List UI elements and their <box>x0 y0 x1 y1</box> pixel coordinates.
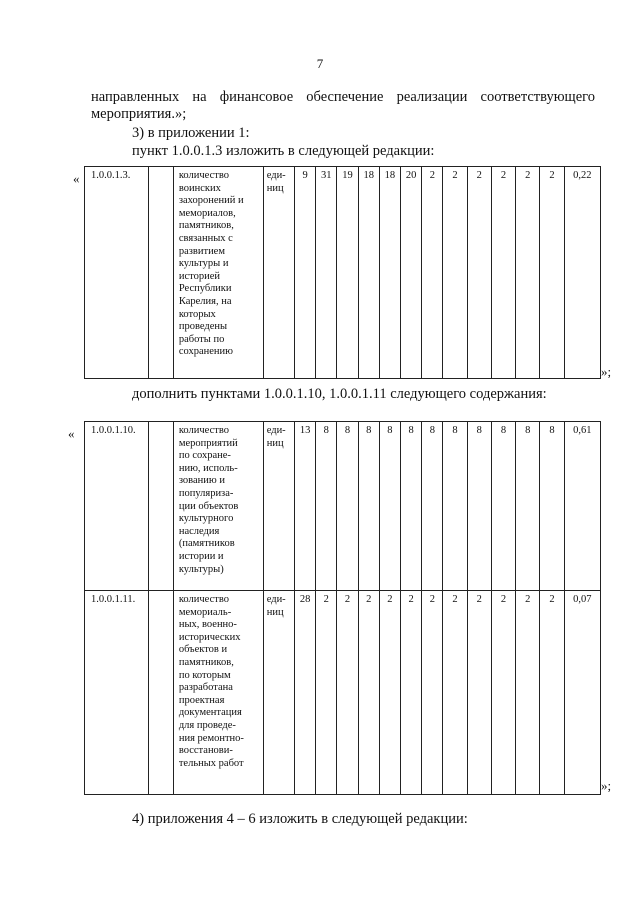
value-cell: 2 <box>358 591 379 795</box>
value-cell: 9 <box>295 167 316 379</box>
value-cell: 2 <box>467 591 491 795</box>
indicator-name-cell <box>173 422 263 591</box>
item-3-heading: 3) в приложении 1: <box>132 125 250 141</box>
indicator-name-cell-line: культурного <box>178 513 234 525</box>
indicator-name-cell-line: ции объектов <box>178 500 239 512</box>
value-cell: 8 <box>443 422 467 591</box>
indicator-name-cell-line: сохранению <box>178 346 234 358</box>
indicator-name-cell-line: проведены <box>178 321 228 333</box>
blank-cell <box>148 591 173 795</box>
indicator-name-cell-line: развитием <box>178 245 225 257</box>
indicator-name-cell-line: для проведе- <box>178 719 236 731</box>
value-cell: 0,61 <box>564 422 600 591</box>
table-items-1-0-0-1-10-11 <box>84 421 601 795</box>
indicator-name-cell-line: мемориаль- <box>178 606 232 618</box>
value-cell: 28 <box>295 591 316 795</box>
value-cell: 2 <box>401 591 422 795</box>
indicator-name-cell-line: которых <box>178 308 216 320</box>
value-cell: 18 <box>358 167 379 379</box>
unit-cell-line: ниц <box>266 437 284 449</box>
unit-cell <box>263 591 294 795</box>
indicator-name-cell-line: захоронений и <box>178 195 244 207</box>
value-cell: 8 <box>316 422 337 591</box>
indicator-name-cell-line: объектов и <box>178 644 228 656</box>
value-cell: 2 <box>443 167 467 379</box>
item-4-heading: 4) приложения 4 – 6 изложить в следующей редакции: <box>132 811 468 827</box>
indicator-name-cell-line: историей <box>178 270 220 282</box>
indicator-name-cell-line: нию, исполь- <box>178 462 238 474</box>
unit-cell <box>263 167 294 379</box>
unit-cell-line: еди- <box>266 594 286 605</box>
blank-cell <box>148 422 173 591</box>
indicator-name-cell-line: памятников, <box>178 220 234 232</box>
indicator-name-cell-line: тельных работ <box>178 757 244 769</box>
value-cell: 2 <box>316 591 337 795</box>
table-row <box>85 591 601 795</box>
indicator-name-cell-line: восстанови- <box>178 745 233 757</box>
value-cell: 8 <box>379 422 400 591</box>
unit-cell-line: еди- <box>266 170 286 181</box>
unit-cell <box>263 422 294 591</box>
indicator-name-cell-line: ных, военно- <box>178 619 237 631</box>
page-number: 7 <box>316 56 324 71</box>
value-cell: 18 <box>379 167 400 379</box>
value-cell: 2 <box>467 167 491 379</box>
indicator-name-cell-line: истории и <box>178 550 224 562</box>
value-cell: 8 <box>401 422 422 591</box>
indicator-name-cell-line: памятников, <box>178 656 234 668</box>
item-code-cell: 1.0.0.1.3. <box>85 167 149 379</box>
value-cell: 13 <box>295 422 316 591</box>
supplement-line: дополнить пунктами 1.0.0.1.10, 1.0.0.1.11 следующего содержания: <box>132 386 547 402</box>
indicator-name-cell <box>173 591 263 795</box>
value-cell: 8 <box>422 422 443 591</box>
table1-open-quote: « <box>73 171 80 186</box>
value-cell: 0,22 <box>564 167 600 379</box>
indicator-name-cell-line: количество <box>178 425 229 436</box>
indicator-name-cell-line: работы по <box>178 333 225 345</box>
value-cell: 8 <box>491 422 515 591</box>
value-cell: 8 <box>540 422 564 591</box>
value-cell: 19 <box>337 167 358 379</box>
indicator-name-cell-line: (памятников <box>178 538 235 550</box>
item-code-cell: 1.0.0.1.11. <box>85 591 149 795</box>
indicator-name-cell-line: мероприятий <box>178 437 238 449</box>
unit-cell-line: еди- <box>266 425 286 436</box>
value-cell: 2 <box>540 591 564 795</box>
indicator-name-cell-line: по сохране- <box>178 450 231 462</box>
intro-line-2: мероприятия.»; <box>91 106 187 122</box>
indicator-name-cell-line: наследия <box>178 525 220 537</box>
indicator-name-cell-line: связанных с <box>178 232 233 244</box>
indicator-name-cell-line: количество <box>178 594 229 605</box>
table-item-1-0-0-1-3 <box>84 166 601 379</box>
indicator-name-cell-line: по которым <box>178 669 231 681</box>
indicator-name-cell-line: проектная <box>178 694 225 706</box>
value-cell: 2 <box>491 167 515 379</box>
indicator-name-cell-line: мемориалов, <box>178 207 236 219</box>
table2-open-quote: « <box>68 426 75 441</box>
indicator-name-cell <box>173 167 263 379</box>
value-cell: 2 <box>422 167 443 379</box>
indicator-name-cell-line: культуры) <box>178 563 224 575</box>
value-cell: 8 <box>516 422 540 591</box>
indicator-name-cell-line: воинских <box>178 182 221 194</box>
value-cell: 31 <box>316 167 337 379</box>
value-cell: 8 <box>337 422 358 591</box>
indicator-name-cell-line: культуры и <box>178 258 229 270</box>
indicator-name-cell-line: количество <box>178 170 229 181</box>
indicator-name-cell-line: ния ремонтно- <box>178 732 244 744</box>
indicator-name-cell-line: разработана <box>178 682 233 694</box>
indicator-name-cell-line: исторических <box>178 631 241 643</box>
table2-close-quote: »; <box>601 778 612 793</box>
indicator-name-cell-line: Республики <box>178 283 232 295</box>
item-3-subheading: пункт 1.0.0.1.3 изложить в следующей редакции: <box>132 143 435 159</box>
value-cell: 2 <box>379 591 400 795</box>
value-cell: 2 <box>337 591 358 795</box>
table1-close-quote: »; <box>601 364 612 379</box>
indicator-name-cell-line: зованию и <box>178 475 225 487</box>
unit-cell-line: ниц <box>266 182 284 194</box>
value-cell: 2 <box>516 167 540 379</box>
blank-cell <box>148 167 173 379</box>
indicator-name-cell-line: популяриза- <box>178 487 234 499</box>
indicator-name-cell-line: документация <box>178 707 242 719</box>
item-code-cell: 1.0.0.1.10. <box>85 422 149 591</box>
value-cell: 0,07 <box>564 591 600 795</box>
intro-line-1: направленных на финансовое обеспечение реализации соответствующего <box>91 89 595 105</box>
table-row <box>85 422 601 591</box>
value-cell: 8 <box>358 422 379 591</box>
value-cell: 2 <box>540 167 564 379</box>
indicator-name-cell-line: Карелия, на <box>178 295 232 307</box>
value-cell: 2 <box>491 591 515 795</box>
table-row <box>85 167 601 379</box>
value-cell: 2 <box>422 591 443 795</box>
unit-cell-line: ниц <box>266 606 284 618</box>
value-cell: 2 <box>516 591 540 795</box>
value-cell: 8 <box>467 422 491 591</box>
value-cell: 20 <box>401 167 422 379</box>
value-cell: 2 <box>443 591 467 795</box>
